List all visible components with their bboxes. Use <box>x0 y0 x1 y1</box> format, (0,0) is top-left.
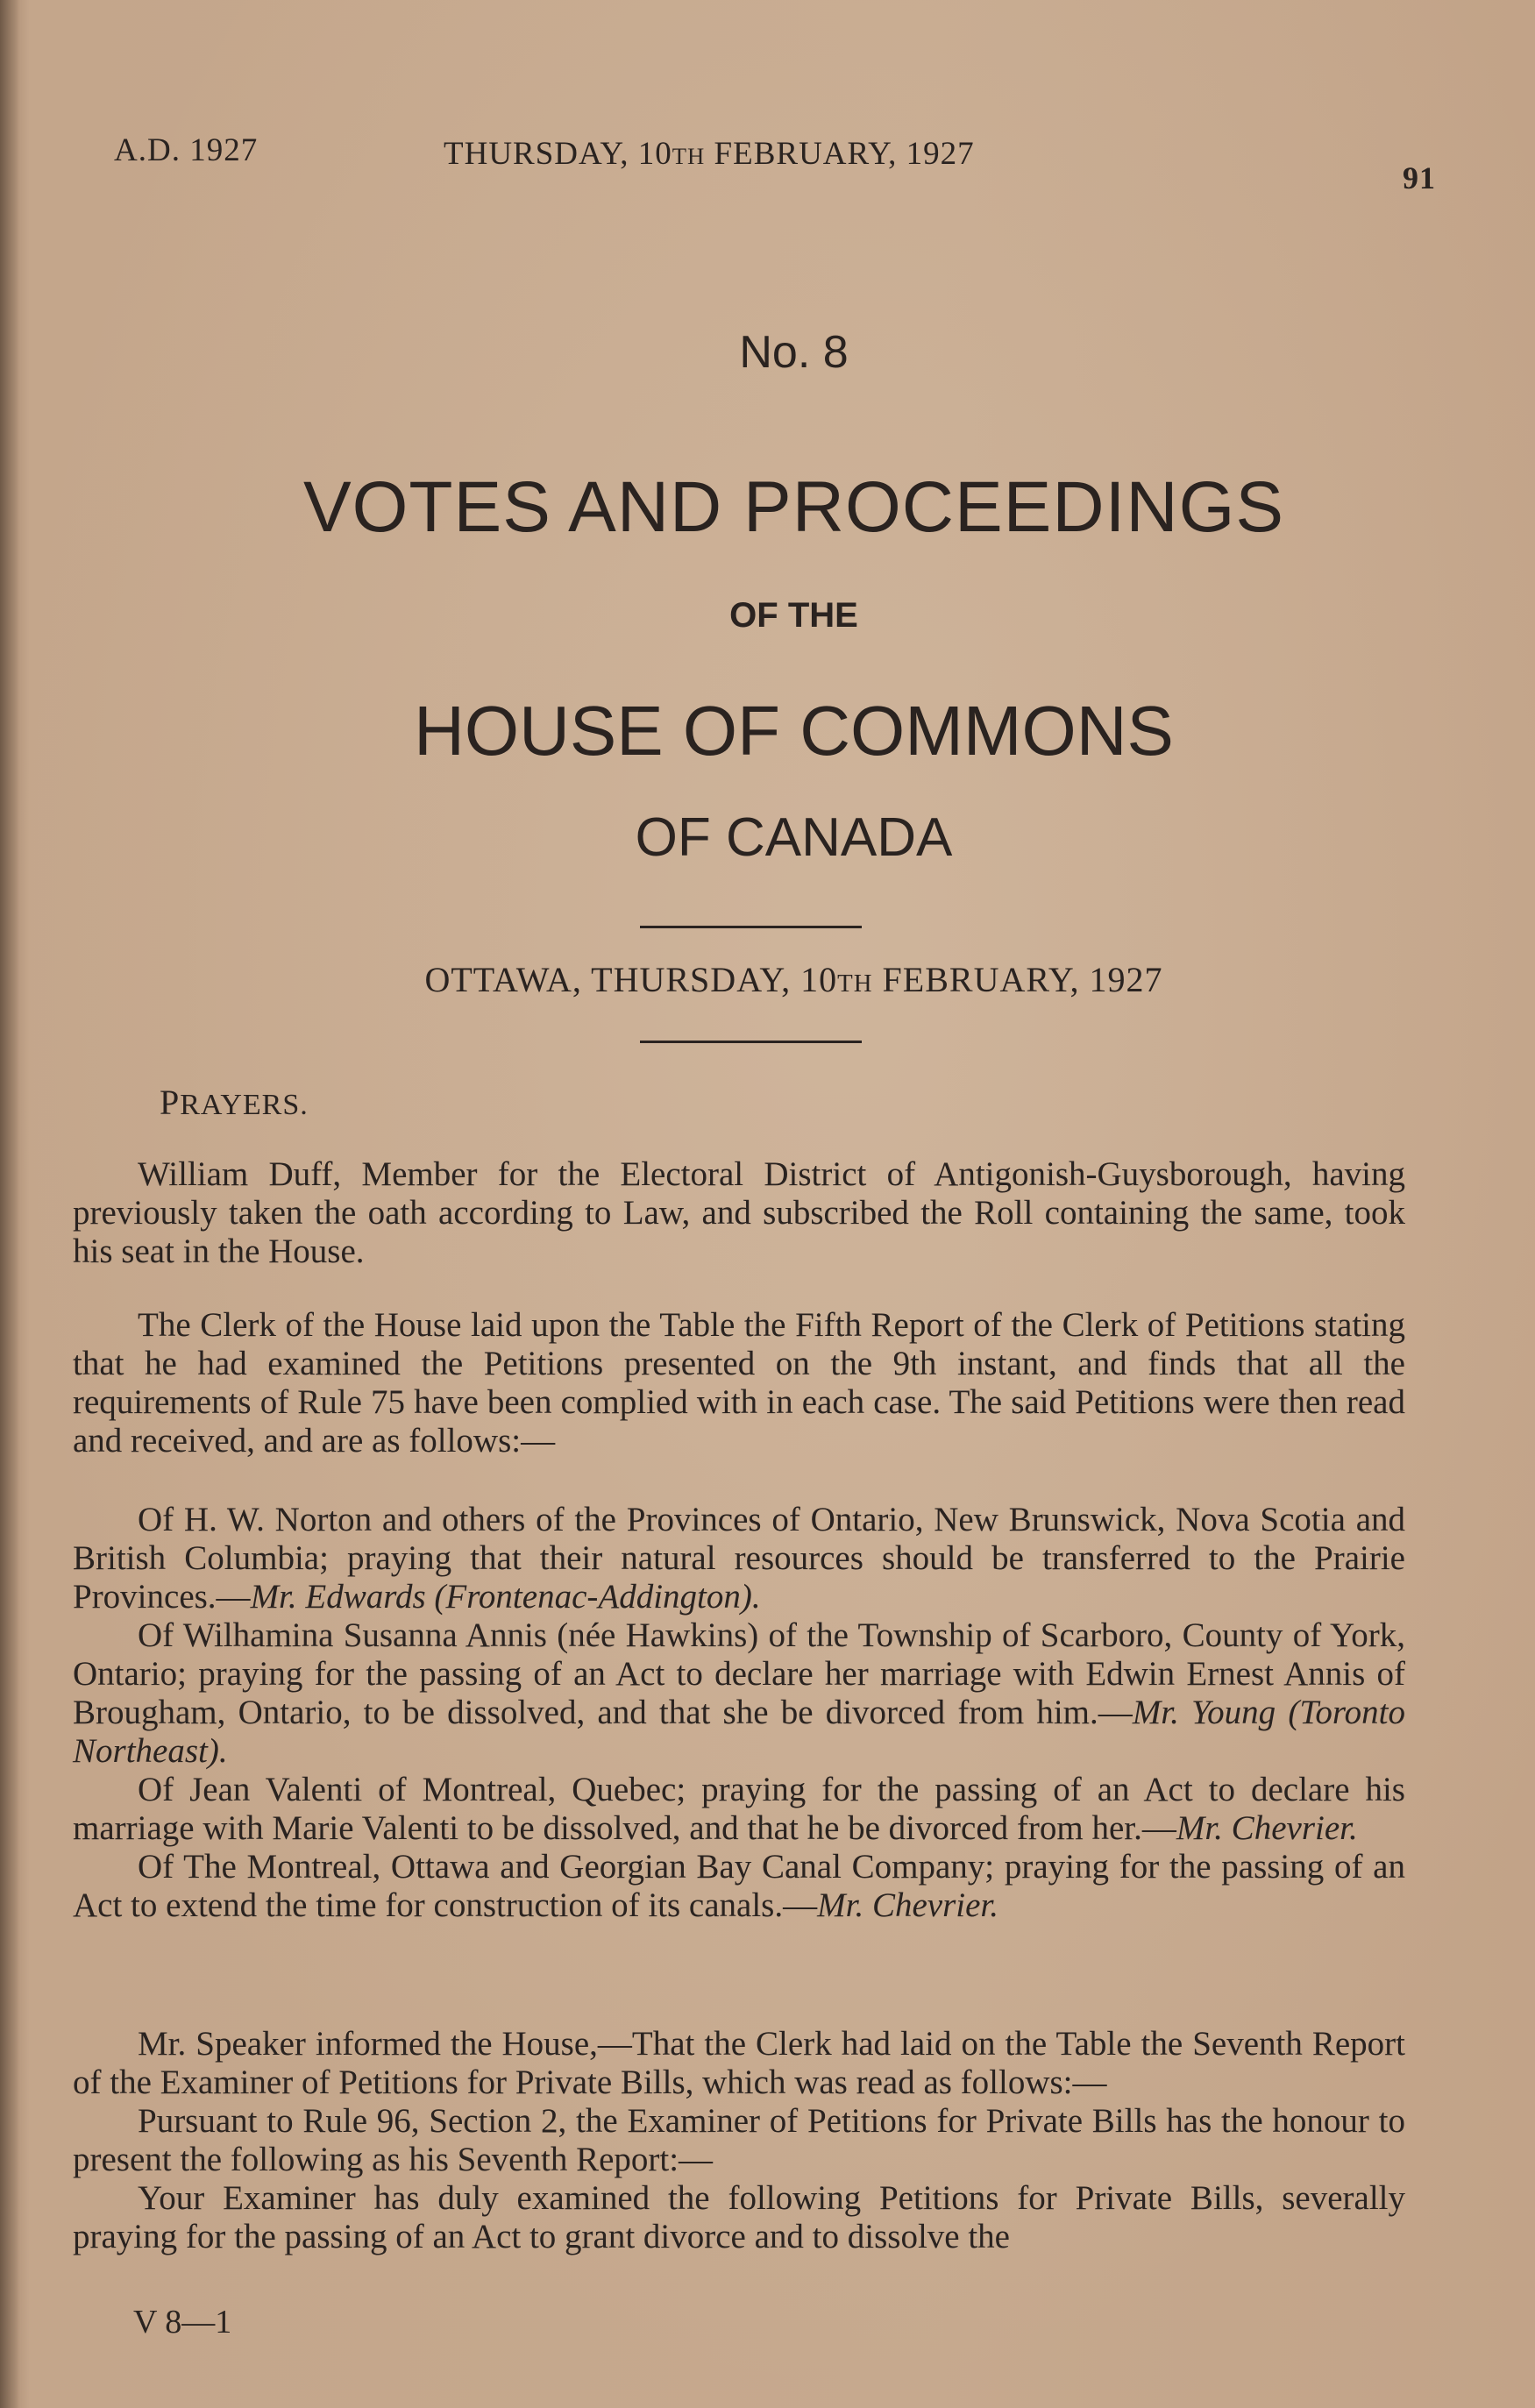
dateline-rest: FEBRUARY, 1927 <box>872 960 1163 999</box>
paragraph-clerk-report <box>73 1306 1405 1460</box>
paragraph-duff <box>73 1155 1405 1271</box>
dateline <box>0 959 1535 1000</box>
petition-norton-member: Mr. Edwards (Frontenac-Addington). <box>250 1578 761 1616</box>
paragraph-rule-96: Pursuant to Rule 96, Section 2, the Examiner of Petitions for Private Bills has the honour to present the following as his Seventh Report:— <box>73 2102 1405 2178</box>
title-of-the: OF THE <box>729 596 858 635</box>
running-header <box>114 128 1446 195</box>
petition-annis-text: Of Wilhamina Susanna Annis (née Hawkins) of the Township of Scarboro, County of York, Ontario; praying for the passing of an Act to declare her marriage with Edwin Ernest Annis of Brougham, Ontario, to be dissolved, and that she be divorced from him.— <box>73 1616 1405 1731</box>
page-number: 91 <box>1403 160 1436 195</box>
signature-mark: V 8—1 <box>133 2304 232 2341</box>
issue-number: No. 8 <box>739 327 849 378</box>
title-house-of-commons: HOUSE OF COMMONS <box>414 692 1174 770</box>
divider-bottom <box>640 1041 862 1043</box>
header-date <box>444 135 975 173</box>
header-date-rest: FEBRUARY, 1927 <box>705 136 975 172</box>
petition-canal-company-text: Of The Montreal, Ottawa and Georgian Bay Canal Company; praying for the passing of an Act to extend the time for construction of its canals.— <box>73 1848 1405 1924</box>
title-votes-and-proceedings: VOTES AND PROCEEDINGS <box>302 467 1285 547</box>
paragraph-duff-text: William Duff, Member for the Electoral District of Antigonish-Guysborough, having previously taken the oath according to Law, and subscribed the Roll containing the same, took his seat in the House. <box>73 1155 1405 1270</box>
prayers-heading <box>160 1082 309 1123</box>
paragraph-speaker: Mr. Speaker informed the House,—That the Clerk had laid on the Table the Seventh Report of the Examiner of Petitions for Private Bills, which was read as follows:— <box>73 2025 1405 2101</box>
dateline-day: OTTAWA, THURSDAY, 10 <box>424 960 838 999</box>
petitions-list <box>73 1501 1405 1925</box>
petition-valenti-member: Mr. Chevrier. <box>1176 1809 1358 1847</box>
header-year: A.D. 1927 <box>114 132 259 168</box>
divider-top <box>640 926 862 928</box>
petition-annis <box>73 1616 1405 1771</box>
prayers-initial: P <box>160 1083 181 1122</box>
title-of-canada: OF CANADA <box>635 807 953 868</box>
prayers-rest: RAYERS. <box>180 1089 309 1121</box>
speaker-report-section <box>73 2025 1405 2256</box>
header-date-suffix: TH <box>672 143 706 169</box>
paragraph-clerk-report-text: The Clerk of the House laid upon the Table the Fifth Report of the Clerk of Petitions stating that he had examined the Petitions presented on the 9th instant, and finds that all the requirements of Rule 75 have been complied with in each case. The said Petitions were then read and received, and are as follows:— <box>73 1306 1405 1460</box>
petition-valenti-text: Of Jean Valenti of Montreal, Quebec; praying for the passing of an Act to declare his marriage with Marie Valenti to be dissolved, and that he be divorced from her.— <box>73 1771 1405 1847</box>
petition-canal-company <box>73 1848 1405 1925</box>
paragraph-examiner: Your Examiner has duly examined the following Petitions for Private Bills, severally praying for the passing of an Act to grant divorce and to dissolve the <box>73 2179 1405 2255</box>
petition-canal-company-member: Mr. Chevrier. <box>817 1886 999 1924</box>
header-date-day: THURSDAY, 10 <box>444 136 672 172</box>
petition-norton-text: Of H. W. Norton and others of the Provinces of Ontario, New Brunswick, Nova Scotia and British Columbia; praying that their natural resources should be transferred to the Prairie Provinces.— <box>73 1501 1405 1616</box>
dateline-suffix: TH <box>837 970 873 998</box>
petition-norton <box>73 1501 1405 1616</box>
petition-annis-member: Mr. Young (Toronto Northeast). <box>73 1694 1405 1770</box>
petition-valenti <box>73 1771 1405 1848</box>
